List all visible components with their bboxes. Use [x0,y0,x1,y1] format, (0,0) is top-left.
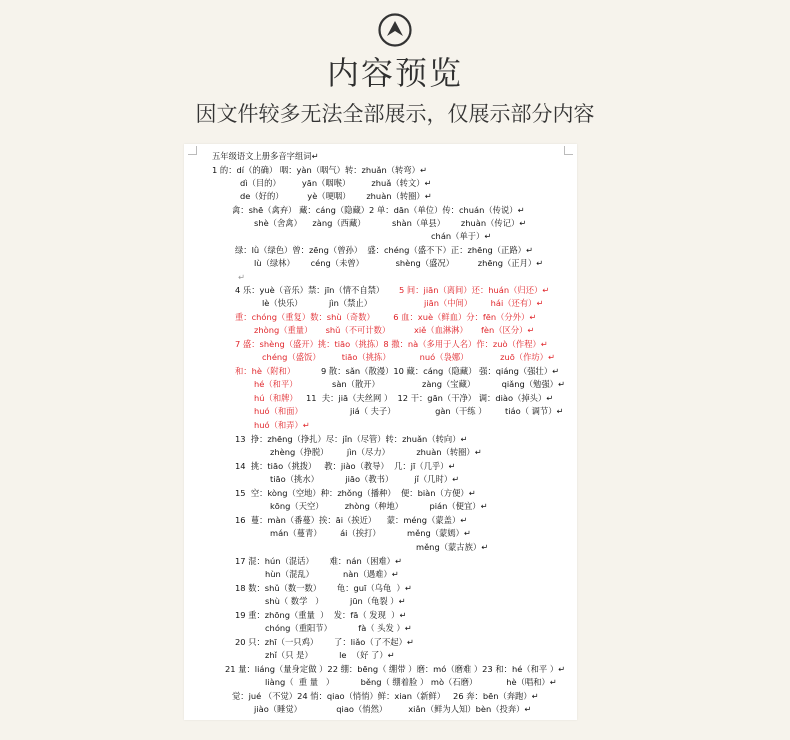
crop-mark [188,146,197,155]
document-line: huó（和弄）↵ [254,420,310,430]
document-line: tiāo（挑水） jiāo（教书） jǐ（几时）↵ [270,474,460,484]
document-line: 禽：shē（禽弃） 藏：cáng（隐藏）2 单：dān（单位）传：chuán（传说）↵ [232,205,525,215]
document-line: 21 量：liáng（量身定做 ）22 绷：bēng（ 绷带 ）磨：mó（磨难 ）23 和：hé（和平 ）↵ [225,664,566,674]
document-line: hùn（混乱） nàn（遇难）↵ [265,569,399,579]
document-line: zhòng（重量） shǔ（不可计数） xiě（血淋淋） fèn（区分）↵ [254,325,535,335]
document-line: 觉：jué （不觉）24 悄：qiao（悄悄）鲜：xian（新鲜） 26 奔：bēn（奔跑）↵ [232,691,539,701]
document-line: chóng（重阳节） fà（ 头发 ）↵ [265,623,412,633]
document-line: kōng（天空） zhòng（种地） pián（便宜）↵ [270,501,488,511]
document-line: 绿：lǜ（绿色）曾：zēng（曾孙） 盛：chéng（盛不下）正：zhēng（正路）↵ [235,245,533,255]
document-line: 重：chóng（重复）数：shù（奇数） 6 血：xuè（鲜血）分：fēn（分外）↵ [235,312,537,322]
crop-mark [564,146,573,155]
document-line: jiān（中间） hái（还有）↵ [424,298,544,308]
document-line: 五年级语文上册多音字组词↵ [212,151,319,161]
document-line: mán（蔓青） ái（挨打） měng（蒙嫣）↵ [270,528,471,538]
document-line: de（好的） yè（哽咽） zhuàn（转圈）↵ [240,191,432,201]
document-line: 1 的：dí（的确） 咽：yàn（咽气）转：zhuǎn（转弯）↵ [212,165,427,175]
document-line: 7 盛：shèng（盛开）挑：tiāo（挑拣）8 撒：nà（多用于人名）作：zuò（作程）↵ [235,339,548,349]
page-title: 内容预览 [326,54,463,92]
document-line: hé（和平） [254,379,298,389]
document-line: měng（蒙古族）↵ [416,542,489,552]
document-line: hú（和牌） [254,393,298,403]
document-line: liàng（ 重 量 ） běng（ 绷着脸 ） mò（石磨） hè（唱和）↵ [265,677,557,687]
document-line: lù（绿林） céng（未曾） shèng（盛况） zhēng（正月）↵ [254,258,544,268]
document-line: chán（单于）↵ [431,231,492,241]
document-line: 4 乐：yuè（音乐）禁：jīn（情不自禁） [235,285,385,295]
document-line: dì（目的） yān（咽喉） zhuǎ（转文）↵ [240,178,432,188]
document-line: 9 散：sǎn（散漫）10 藏：cáng（隐藏） 强：qiáng（强壮）↵ [321,366,560,376]
document-line: 11 夫：jiā（夫丝网 ） 12 干：gān（干净） 调：diào（掉头）↵ [306,393,554,403]
document-line: zhèng（挣脱） jìn（尽力） zhuàn（转圈）↵ [270,447,482,457]
document-line: 20 只：zhī（一只鸡） 了：liǎo（了不起）↵ [235,637,414,647]
document-line: zhǐ（只 是） le （好 了）↵ [265,650,395,660]
document-line: shè（舍禽） zàng（西藏） shàn（单县） zhuàn（传记）↵ [254,218,527,228]
document-line: 19 重：zhōng（重量 ） 发：fā（ 发现 ）↵ [235,610,407,620]
document-line: jiá（ 夫子） gàn（干练 ） tiáo（ 调节）↵ [350,406,564,416]
document-line: shù（ 数学 ） jūn（龟裂 ）↵ [265,596,406,606]
document-line: 13 挣：zhēng（挣扎）尽：jǐn（尽管）转：zhuǎn（转向）↵ [235,434,468,444]
document-preview[interactable] [184,144,577,720]
document-line: 18 数：shǔ（数一数） 龟：guī（乌龟 ）↵ [235,583,412,593]
document-line: 16 蔓：màn（番蔓）挨：āi（挨近） 蒙：méng（蒙盖）↵ [235,515,468,525]
document-line: chéng（盛饭） tiāo（挑拣） nuó（袅娜） zuō（作坊）↵ [262,352,555,362]
page-subtitle: 因文件较多无法全部展示，仅展示部分内容 [195,102,595,126]
document-line: 17 混：hún（混话） 难：nán（困难）↵ [235,556,402,566]
document-line: 15 空：kòng（空地）种：zhǒng（播种） 便：biàn（方便）↵ [235,488,476,498]
document-line: sàn（散开） zàng（宝藏） qiǎng（勉强）↵ [332,379,565,389]
document-line: 和：hè（附和） [235,366,296,376]
document-line: 5 间：jiān（离间）还：huán（归还）↵ [399,285,550,295]
document-line: huó（和面） [254,406,303,416]
document-line: jiào（睡觉） qiao（悄然） xiǎn（鲜为人知）bèn（投奔）↵ [254,704,532,714]
arrow-up-circle-icon [377,12,413,48]
document-line: 14 挑：tiāo（挑拨） 教：jiào（教导） 几：jī（几乎）↵ [235,461,456,471]
document-line: ↵ [238,272,245,282]
document-line: lè（快乐） jìn（禁止） [262,298,373,308]
